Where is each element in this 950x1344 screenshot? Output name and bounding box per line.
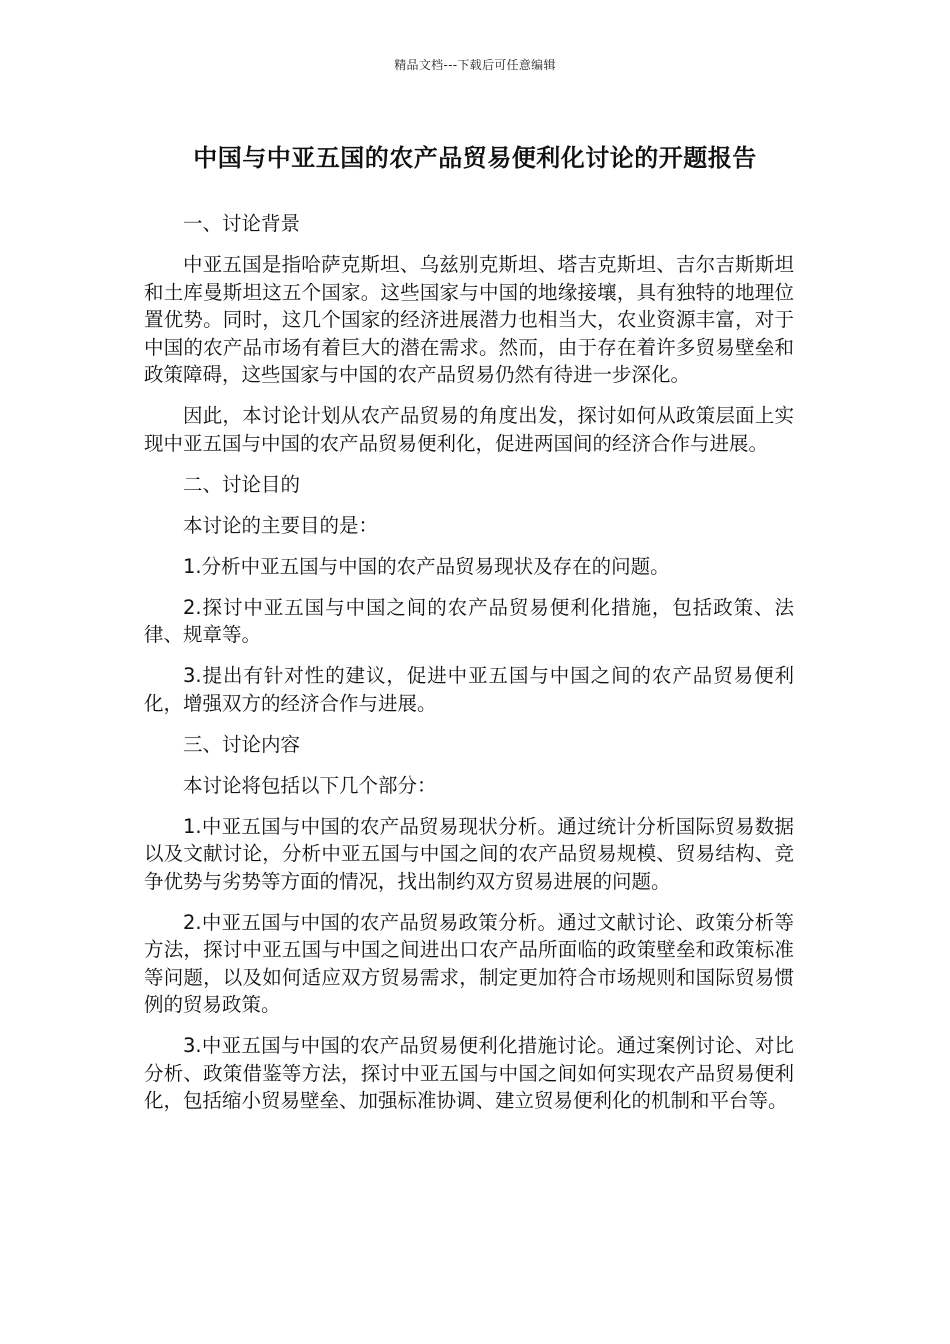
document-title: 中国与中亚五国的农产品贸易便利化讨论的开题报告 [193,144,757,172]
section-heading-background: 一、讨论背景 [183,212,301,235]
list-item-purpose-3: 3.提出有针对性的建议，促进中亚五国与中国之间的农产品贸易便利化，增强双方的经济合作与进展。 [144,664,794,715]
paragraph-content-intro: 本讨论将包括以下几个部分： [183,773,437,797]
list-item-content-1: 1.中亚五国与中国的农产品贸易现状分析。通过统计分析国际贸易数据以及文献讨论，分析中亚五国与中国之间的农产品贸易规模、贸易结构、竞争优势与劣势等方面的情况，找出制约双方贸易进展的问题。 [144,814,794,893]
list-item-content-3: 3.中亚五国与中国的农产品贸易便利化措施讨论。通过案例讨论、对比分析、政策借鉴等方法，探讨中亚五国与中国之间如何实现农产品贸易便利化，包括缩小贸易壁垒、加强标准协调、建立贸易便利化的机制和平台等。 [144,1034,794,1112]
page-header: 精品文档---下载后可任意编辑 [394,58,556,72]
paragraph-background-2: 因此，本讨论计划从农产品贸易的角度出发，探讨如何从政策层面上实现中亚五国与中国的农产品贸易便利化，促进两国间的经济合作与进展。 [144,404,794,455]
paragraph-background-1: 中亚五国是指哈萨克斯坦、乌兹别克斯坦、塔吉克斯坦、吉尔吉斯斯坦和土库曼斯坦这五个国家。这些国家与中国的地缘接壤，具有独特的地理位置优势。同时，这几个国家的经济进展潜力也相当大，农业资源丰富，对于中国的农产品市场有着巨大的潜在需求。然而，由于存在着许多贸易壁垒和政策障碍，这些国家与中国的农产品贸易仍然有待进一步深化。 [144,253,794,386]
section-heading-purpose: 二、讨论目的 [183,472,301,496]
list-item-purpose-2: 2.探讨中亚五国与中国之间的农产品贸易便利化措施，包括政策、法律、规章等。 [144,595,794,646]
paragraph-purpose-intro: 本讨论的主要目的是： [183,513,379,537]
list-item-purpose-1: 1.分析中亚五国与中国的农产品贸易现状及存在的问题。 [183,554,670,578]
section-heading-content: 三、讨论内容 [183,732,301,756]
document-body [144,210,794,1128]
list-item-content-2: 2.中亚五国与中国的农产品贸易政策分析。通过文献讨论、政策分析等方法，探讨中亚五国与中国之间进出口农产品所面临的政策壁垒和政策标准等问题，以及如何适应双方贸易需求，制定更加符合市场规则和国际贸易惯例的贸易政策。 [144,910,794,1016]
